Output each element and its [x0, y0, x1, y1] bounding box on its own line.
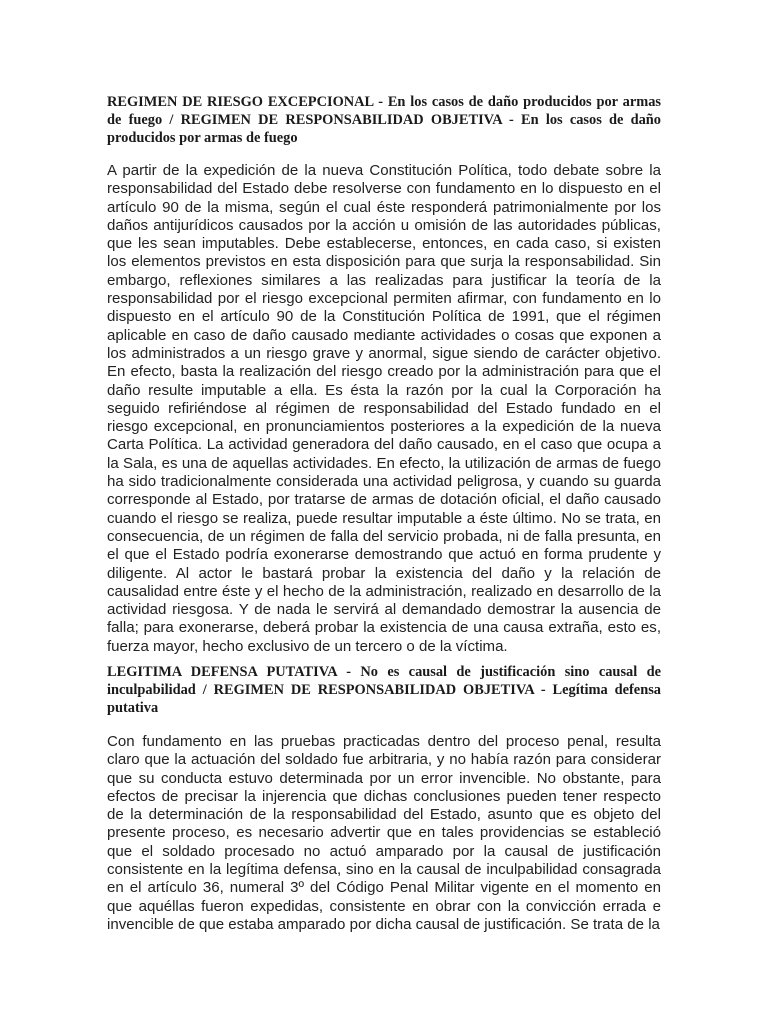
section-heading-riesgo-excepcional: REGIMEN DE RIESGO EXCEPCIONAL - En los casos de daño producidos por armas de fuego / REGIMEN DE RESPONSABILIDAD OBJETIVA - En los casos de daño producidos por armas de fuego: [107, 94, 661, 147]
section-body-riesgo-excepcional: A partir de la expedición de la nueva Constitución Política, todo debate sobre la responsabilidad del Estado debe resolverse con fundamento en lo dispuesto en el artículo 90 de la misma, según el cual éste responderá patrimonialmente por los daños antijurídicos causados por la acción u omisión de las autoridades públicas, que les sean imputables. Debe establecerse, entonces, en cada caso, si existen los elementos previstos en esta disposición para que surja la responsabilidad. Sin embargo, reflexiones similares a las realizadas para justificar la teoría de la responsabilidad por el riesgo excepcional permiten afirmar, con fundamento en lo dispuesto en el artículo 90 de la Constitución Política de 1991, que el régimen aplicable en caso de daño causado mediante actividades o cosas que exponen a los administrados a un riesgo grave y anormal, sigue siendo de carácter objetivo. En efecto, basta la realización del riesgo creado por la administración para que el daño resulte imputable a ella. Es ésta la razón por la cual la Corporación ha seguido refiriéndose al régimen de responsabilidad del Estado fundado en el riesgo excepcional, en pronunciamientos posteriores a la expedición de la nueva Carta Política. La actividad generadora del daño causado, en el caso que ocupa a la Sala, es una de aquellas actividades. En efecto, la utilización de armas de fuego ha sido tradicionalmente considerada una actividad peligrosa, y cuando su guarda corresponde al Estado, por tratarse de armas de dotación oficial, el daño causado cuando el riesgo se realiza, puede resultar imputable a éste último. No se trata, en consecuencia, de un régimen de falla del servicio probada, ni de falla presunta, en el que el Estado podría exonerarse demostrando que actuó en forma prudente y diligente. Al actor le bastará probar la existencia del daño y la relación de causalidad entre éste y el hecho de la administración, realizado en desarrollo de la actividad riesgosa. Y de nada le servirá al demandado demostrar la ausencia de falla; para exonerarse, deberá probar la existencia de una causa extraña, esto es, fuerza mayor, hecho exclusivo de un tercero o de la víctima.: [107, 162, 661, 655]
section-heading-legitima-defensa: LEGITIMA DEFENSA PUTATIVA - No es causal de justificación sino causal de inculpabilidad / REGIMEN DE RESPONSABILIDAD OBJETIVA - Legítima defensa putativa: [107, 664, 661, 717]
section-body-legitima-defensa: Con fundamento en las pruebas practicadas dentro del proceso penal, resulta claro que la actuación del soldado fue arbitraria, y no había razón para considerar que su conducta estuvo determinada por un error invencible. No obstante, para efectos de precisar la injerencia que dichas conclusiones pueden tener respecto de la determinación de la responsabilidad del Estado, asunto que es objeto del presente proceso, es necesario advertir que en tales providencias se estableció que el soldado procesado no actuó amparado por la causal de justificación consistente en la legítima defensa, sino en la causal de inculpabilidad consagrada en el artículo 36, numeral 3º del Código Penal Militar vigente en el momento en que aquéllas fueron expedidas, consistente en obrar con la convicción errada e invencible de que estaba amparado por dicha causal de justificación. Se trata de la: [107, 733, 661, 933]
